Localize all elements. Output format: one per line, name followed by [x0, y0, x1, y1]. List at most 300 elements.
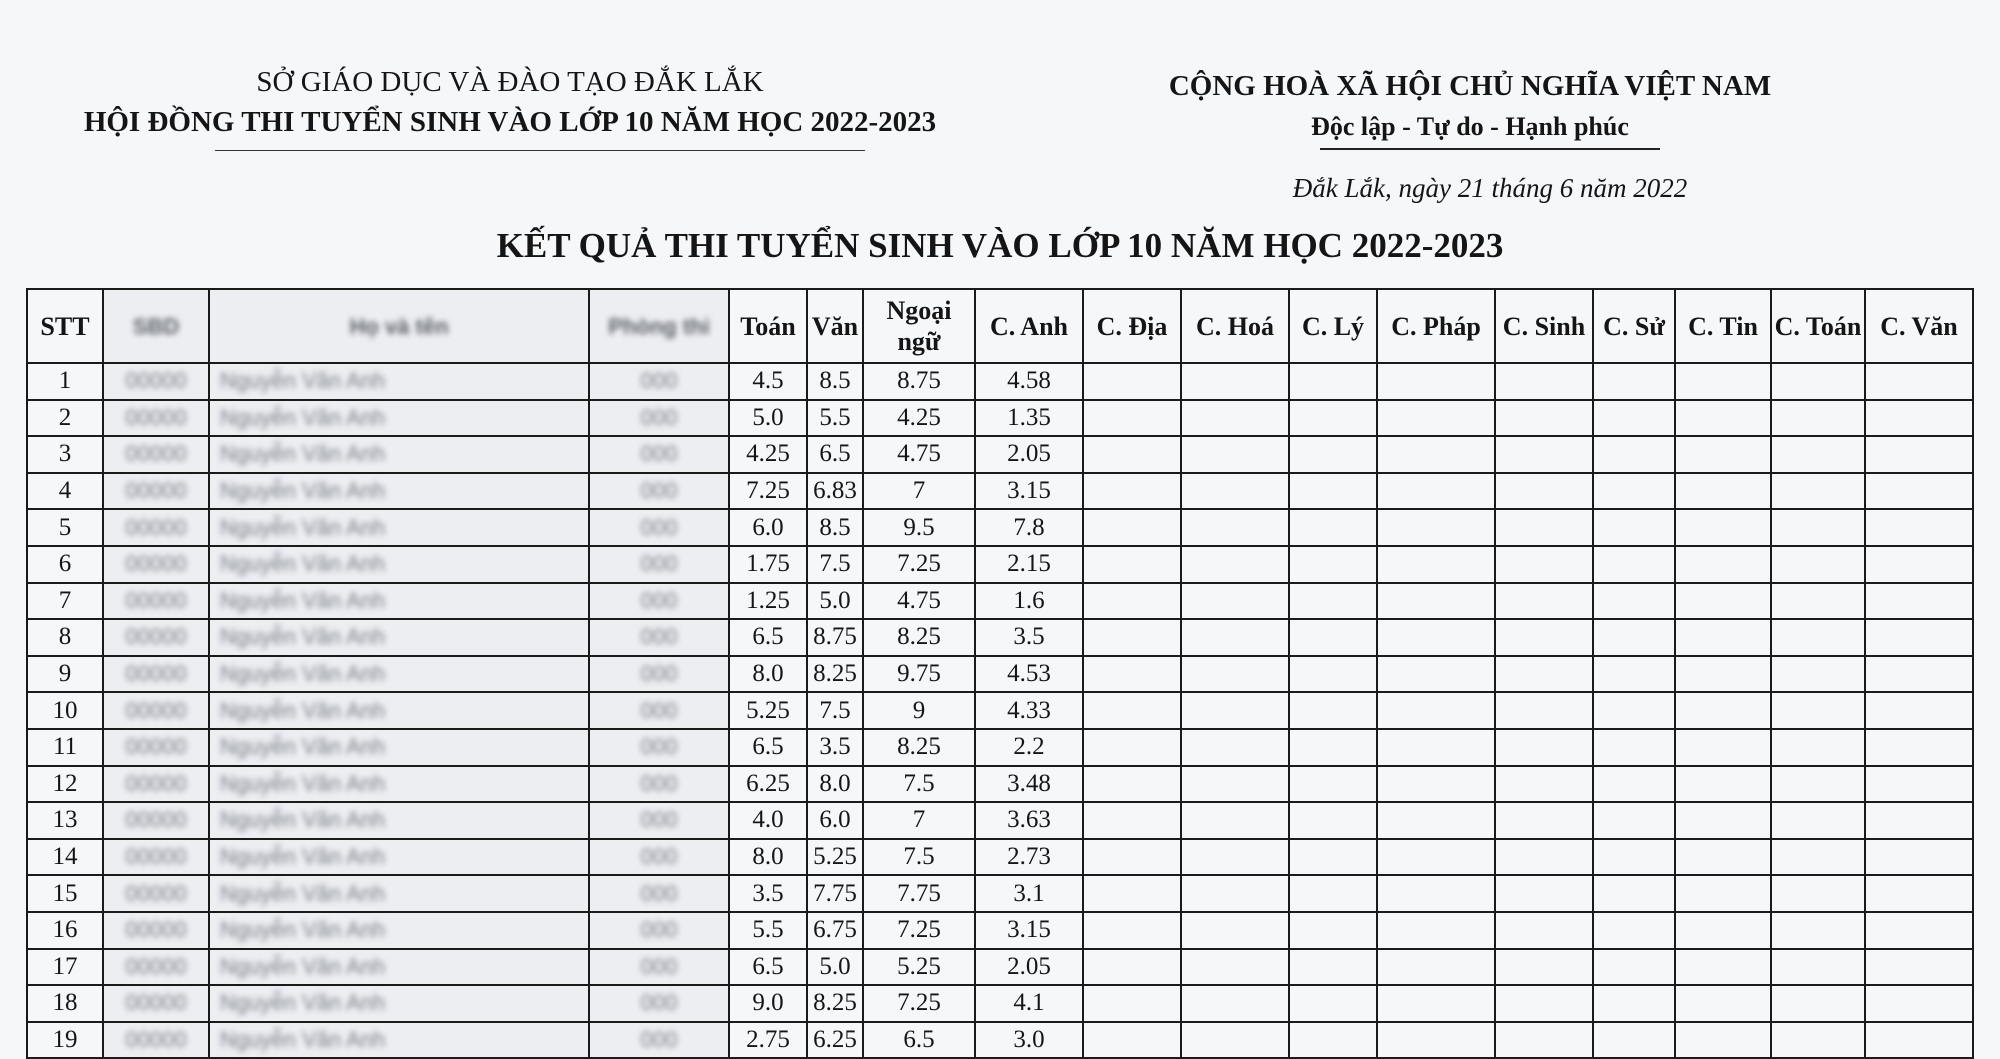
cell-name — [209, 912, 589, 949]
cell-room — [589, 473, 729, 510]
cell-ngoaingu: 7 — [863, 473, 975, 510]
redacted-sbd: 00000 — [125, 807, 187, 833]
cell-c-dia — [1083, 875, 1181, 912]
redacted-name: Nguyễn Văn Anh — [220, 514, 386, 540]
cell-ngoaingu: 4.75 — [863, 583, 975, 620]
cell-c-anh: 4.53 — [975, 656, 1083, 693]
cell-c-anh: 1.35 — [975, 400, 1083, 437]
cell-toan: 3.5 — [729, 875, 807, 912]
cell-van: 8.0 — [807, 766, 863, 803]
cell-toan: 1.75 — [729, 546, 807, 583]
cell-c-tin — [1675, 656, 1771, 693]
cell-van: 6.25 — [807, 1022, 863, 1059]
cell-name — [209, 949, 589, 986]
cell-c-sinh — [1495, 436, 1593, 473]
cell-room — [589, 400, 729, 437]
col-header-name: Họ và tên — [209, 289, 589, 363]
redacted-room: 000 — [640, 624, 678, 650]
cell-c-anh: 3.48 — [975, 766, 1083, 803]
cell-c-sinh — [1495, 656, 1593, 693]
cell-c-toan — [1771, 692, 1865, 729]
cell-sbd — [103, 1022, 209, 1059]
cell-c-van — [1865, 436, 1973, 473]
cell-sbd — [103, 766, 209, 803]
cell-c-dia — [1083, 583, 1181, 620]
redacted-name: Nguyễn Văn Anh — [220, 1026, 386, 1052]
redacted-sbd: 00000 — [125, 514, 187, 540]
cell-c-su — [1593, 656, 1675, 693]
cell-sbd — [103, 949, 209, 986]
cell-c-dia — [1083, 839, 1181, 876]
cell-c-anh: 2.15 — [975, 546, 1083, 583]
redacted-room: 000 — [640, 478, 678, 504]
cell-c-sinh — [1495, 473, 1593, 510]
cell-c-hoa — [1181, 729, 1289, 766]
cell-van: 6.75 — [807, 912, 863, 949]
cell-name — [209, 546, 589, 583]
cell-name — [209, 619, 589, 656]
redacted-sbd: 00000 — [125, 478, 187, 504]
cell-ngoaingu: 7.5 — [863, 766, 975, 803]
cell-sbd — [103, 985, 209, 1022]
cell-c-phap — [1377, 729, 1495, 766]
cell-c-ly — [1289, 473, 1377, 510]
cell-c-sinh — [1495, 692, 1593, 729]
redacted-name: Nguyễn Văn Anh — [220, 844, 386, 870]
cell-toan: 4.25 — [729, 436, 807, 473]
redacted-name: Nguyễn Văn Anh — [220, 990, 386, 1016]
cell-toan: 1.25 — [729, 583, 807, 620]
redacted-room: 000 — [640, 661, 678, 687]
cell-c-su — [1593, 546, 1675, 583]
cell-c-dia — [1083, 985, 1181, 1022]
cell-c-tin — [1675, 583, 1771, 620]
cell-c-dia — [1083, 692, 1181, 729]
cell-c-toan — [1771, 985, 1865, 1022]
cell-c-phap — [1377, 583, 1495, 620]
cell-c-tin — [1675, 729, 1771, 766]
cell-sbd — [103, 839, 209, 876]
cell-room — [589, 546, 729, 583]
cell-name — [209, 656, 589, 693]
cell-c-dia — [1083, 473, 1181, 510]
cell-stt: 19 — [27, 1022, 103, 1059]
cell-c-sinh — [1495, 949, 1593, 986]
cell-stt: 17 — [27, 949, 103, 986]
cell-toan: 2.75 — [729, 1022, 807, 1059]
cell-c-tin — [1675, 473, 1771, 510]
cell-sbd — [103, 802, 209, 839]
department-name: SỞ GIÁO DỤC VÀ ĐÀO TẠO ĐẮK LẮK — [256, 66, 764, 98]
cell-room — [589, 656, 729, 693]
table-row — [27, 509, 1973, 546]
cell-c-toan — [1771, 949, 1865, 986]
cell-stt: 2 — [27, 400, 103, 437]
redacted-sbd: 00000 — [125, 587, 187, 613]
cell-van: 6.83 — [807, 473, 863, 510]
cell-c-ly — [1289, 912, 1377, 949]
cell-c-toan — [1771, 1022, 1865, 1059]
cell-room — [589, 729, 729, 766]
cell-sbd — [103, 546, 209, 583]
cell-van: 6.0 — [807, 802, 863, 839]
cell-c-sinh — [1495, 729, 1593, 766]
table-row — [27, 1022, 1973, 1059]
cell-c-ly — [1289, 1022, 1377, 1059]
cell-c-phap — [1377, 949, 1495, 986]
redacted-room: 000 — [640, 844, 678, 870]
cell-name — [209, 363, 589, 400]
redacted-sbd: 00000 — [125, 404, 187, 430]
cell-c-phap — [1377, 656, 1495, 693]
cell-name — [209, 1022, 589, 1059]
cell-room — [589, 692, 729, 729]
cell-c-anh: 3.5 — [975, 619, 1083, 656]
cell-c-su — [1593, 400, 1675, 437]
cell-c-sinh — [1495, 766, 1593, 803]
cell-toan: 4.0 — [729, 802, 807, 839]
cell-c-ly — [1289, 729, 1377, 766]
cell-stt: 14 — [27, 839, 103, 876]
cell-c-dia — [1083, 802, 1181, 839]
redacted-sbd: 00000 — [125, 551, 187, 577]
cell-c-anh: 1.6 — [975, 583, 1083, 620]
cell-c-toan — [1771, 400, 1865, 437]
redacted-room: 000 — [640, 368, 678, 394]
cell-ngoaingu: 8.25 — [863, 619, 975, 656]
cell-c-hoa — [1181, 583, 1289, 620]
cell-name — [209, 802, 589, 839]
cell-c-toan — [1771, 912, 1865, 949]
table-row — [27, 766, 1973, 803]
cell-c-van — [1865, 473, 1973, 510]
cell-stt: 5 — [27, 509, 103, 546]
cell-c-su — [1593, 692, 1675, 729]
redacted-room: 000 — [640, 1026, 678, 1052]
cell-ngoaingu: 9.75 — [863, 656, 975, 693]
cell-c-hoa — [1181, 692, 1289, 729]
col-header-c-phap: C. Pháp — [1377, 289, 1495, 363]
cell-c-hoa — [1181, 509, 1289, 546]
cell-c-dia — [1083, 546, 1181, 583]
cell-c-su — [1593, 1022, 1675, 1059]
redacted-name: Nguyễn Văn Anh — [220, 953, 386, 979]
redacted-room: 000 — [640, 514, 678, 540]
cell-c-van — [1865, 400, 1973, 437]
cell-c-ly — [1289, 692, 1377, 729]
cell-c-phap — [1377, 912, 1495, 949]
national-motto: Độc lập - Tự do - Hạnh phúc — [1311, 112, 1629, 141]
cell-c-dia — [1083, 729, 1181, 766]
cell-name — [209, 766, 589, 803]
cell-van: 5.25 — [807, 839, 863, 876]
redacted-name: Nguyễn Văn Anh — [220, 478, 386, 504]
col-header-c-van: C. Văn — [1865, 289, 1973, 363]
cell-c-hoa — [1181, 802, 1289, 839]
cell-c-toan — [1771, 875, 1865, 912]
cell-sbd — [103, 619, 209, 656]
cell-c-su — [1593, 436, 1675, 473]
cell-van: 8.25 — [807, 656, 863, 693]
cell-c-tin — [1675, 1022, 1771, 1059]
cell-c-sinh — [1495, 363, 1593, 400]
cell-c-dia — [1083, 436, 1181, 473]
cell-c-ly — [1289, 619, 1377, 656]
redacted-name: Nguyễn Văn Anh — [220, 551, 386, 577]
table-body — [27, 363, 1973, 1058]
cell-c-hoa — [1181, 436, 1289, 473]
cell-c-ly — [1289, 875, 1377, 912]
cell-c-sinh — [1495, 546, 1593, 583]
table-row — [27, 875, 1973, 912]
results-table — [26, 288, 1974, 1059]
cell-c-anh: 2.05 — [975, 949, 1083, 986]
cell-c-ly — [1289, 363, 1377, 400]
redacted-name: Nguyễn Văn Anh — [220, 807, 386, 833]
redacted-room: 000 — [640, 587, 678, 613]
document-date: Đắk Lắk, ngày 21 tháng 6 năm 2022 — [1292, 173, 1688, 203]
cell-name — [209, 985, 589, 1022]
redacted-sbd: 00000 — [125, 368, 187, 394]
cell-name — [209, 729, 589, 766]
cell-ngoaingu: 7 — [863, 802, 975, 839]
redacted-sbd: 00000 — [125, 1026, 187, 1052]
cell-sbd — [103, 692, 209, 729]
cell-ngoaingu: 7.5 — [863, 839, 975, 876]
cell-c-dia — [1083, 912, 1181, 949]
cell-c-van — [1865, 839, 1973, 876]
cell-c-tin — [1675, 949, 1771, 986]
cell-c-hoa — [1181, 619, 1289, 656]
col-header-toan: Toán — [729, 289, 807, 363]
cell-c-toan — [1771, 619, 1865, 656]
cell-c-sinh — [1495, 912, 1593, 949]
cell-stt: 12 — [27, 766, 103, 803]
cell-c-dia — [1083, 1022, 1181, 1059]
cell-c-ly — [1289, 985, 1377, 1022]
col-header-c-ly: C. Lý — [1289, 289, 1377, 363]
cell-c-hoa — [1181, 949, 1289, 986]
cell-c-phap — [1377, 766, 1495, 803]
cell-c-su — [1593, 985, 1675, 1022]
col-header-c-sinh: C. Sinh — [1495, 289, 1593, 363]
cell-sbd — [103, 436, 209, 473]
cell-c-anh: 4.33 — [975, 692, 1083, 729]
cell-toan: 5.0 — [729, 400, 807, 437]
cell-stt: 13 — [27, 802, 103, 839]
cell-room — [589, 619, 729, 656]
table-row — [27, 729, 1973, 766]
cell-c-sinh — [1495, 985, 1593, 1022]
cell-van: 3.5 — [807, 729, 863, 766]
cell-van: 5.5 — [807, 400, 863, 437]
cell-c-van — [1865, 729, 1973, 766]
cell-c-van — [1865, 1022, 1973, 1059]
cell-name — [209, 583, 589, 620]
cell-c-tin — [1675, 436, 1771, 473]
cell-c-toan — [1771, 839, 1865, 876]
cell-ngoaingu: 9.5 — [863, 509, 975, 546]
cell-c-ly — [1289, 949, 1377, 986]
cell-ngoaingu: 4.25 — [863, 400, 975, 437]
table-row — [27, 692, 1973, 729]
cell-c-van — [1865, 875, 1973, 912]
cell-van: 7.5 — [807, 692, 863, 729]
cell-sbd — [103, 583, 209, 620]
cell-ngoaingu: 8.25 — [863, 729, 975, 766]
cell-c-hoa — [1181, 546, 1289, 583]
cell-van: 7.5 — [807, 546, 863, 583]
cell-c-toan — [1771, 473, 1865, 510]
cell-c-anh: 7.8 — [975, 509, 1083, 546]
cell-c-ly — [1289, 436, 1377, 473]
cell-stt: 15 — [27, 875, 103, 912]
cell-room — [589, 509, 729, 546]
cell-name — [209, 473, 589, 510]
cell-ngoaingu: 6.5 — [863, 1022, 975, 1059]
cell-ngoaingu: 5.25 — [863, 949, 975, 986]
cell-c-hoa — [1181, 656, 1289, 693]
table-row — [27, 436, 1973, 473]
cell-room — [589, 875, 729, 912]
redacted-room: 000 — [640, 441, 678, 467]
cell-c-sinh — [1495, 875, 1593, 912]
cell-c-anh: 3.1 — [975, 875, 1083, 912]
cell-c-anh: 4.58 — [975, 363, 1083, 400]
cell-ngoaingu: 8.75 — [863, 363, 975, 400]
cell-c-dia — [1083, 949, 1181, 986]
cell-c-toan — [1771, 436, 1865, 473]
cell-c-sinh — [1495, 400, 1593, 437]
cell-toan: 6.0 — [729, 509, 807, 546]
cell-c-anh: 4.1 — [975, 985, 1083, 1022]
cell-sbd — [103, 912, 209, 949]
cell-name — [209, 436, 589, 473]
cell-c-su — [1593, 729, 1675, 766]
cell-toan: 8.0 — [729, 656, 807, 693]
cell-c-dia — [1083, 619, 1181, 656]
cell-room — [589, 912, 729, 949]
cell-c-toan — [1771, 509, 1865, 546]
redacted-room: 000 — [640, 404, 678, 430]
redacted-name: Nguyễn Văn Anh — [220, 880, 386, 906]
col-header-c-toan: C. Toán — [1771, 289, 1865, 363]
cell-c-tin — [1675, 509, 1771, 546]
col-header-c-su: C. Sử — [1593, 289, 1675, 363]
cell-ngoaingu: 7.25 — [863, 985, 975, 1022]
redacted-room: 000 — [640, 807, 678, 833]
cell-c-van — [1865, 656, 1973, 693]
cell-ngoaingu: 7.25 — [863, 912, 975, 949]
cell-c-sinh — [1495, 1022, 1593, 1059]
cell-c-ly — [1289, 400, 1377, 437]
cell-c-van — [1865, 509, 1973, 546]
cell-c-toan — [1771, 729, 1865, 766]
redacted-room: 000 — [640, 697, 678, 723]
cell-stt: 6 — [27, 546, 103, 583]
cell-c-su — [1593, 363, 1675, 400]
cell-room — [589, 436, 729, 473]
table-row — [27, 656, 1973, 693]
col-header-c-hoa: C. Hoá — [1181, 289, 1289, 363]
cell-c-hoa — [1181, 400, 1289, 437]
cell-c-phap — [1377, 363, 1495, 400]
redacted-room: 000 — [640, 917, 678, 943]
table-row — [27, 985, 1973, 1022]
redacted-name: Nguyễn Văn Anh — [220, 917, 386, 943]
cell-c-van — [1865, 802, 1973, 839]
cell-room — [589, 949, 729, 986]
redacted-sbd: 00000 — [125, 624, 187, 650]
cell-van: 8.75 — [807, 619, 863, 656]
cell-c-hoa — [1181, 875, 1289, 912]
cell-toan: 4.5 — [729, 363, 807, 400]
cell-toan: 7.25 — [729, 473, 807, 510]
cell-c-tin — [1675, 766, 1771, 803]
redacted-sbd: 00000 — [125, 661, 187, 687]
col-header-van: Văn — [807, 289, 863, 363]
cell-c-ly — [1289, 583, 1377, 620]
cell-c-tin — [1675, 363, 1771, 400]
redacted-sbd: 00000 — [125, 734, 187, 760]
cell-van: 8.5 — [807, 363, 863, 400]
cell-van: 8.25 — [807, 985, 863, 1022]
cell-c-su — [1593, 619, 1675, 656]
cell-c-toan — [1771, 766, 1865, 803]
cell-c-tin — [1675, 619, 1771, 656]
document-title: KẾT QUẢ THI TUYỂN SINH VÀO LỚP 10 NĂM HỌC 2022-2023 — [496, 226, 1504, 265]
cell-c-anh: 2.73 — [975, 839, 1083, 876]
cell-c-su — [1593, 583, 1675, 620]
table-row — [27, 839, 1973, 876]
cell-name — [209, 839, 589, 876]
cell-stt: 11 — [27, 729, 103, 766]
cell-c-phap — [1377, 692, 1495, 729]
cell-stt: 1 — [27, 363, 103, 400]
cell-c-su — [1593, 949, 1675, 986]
cell-c-toan — [1771, 546, 1865, 583]
cell-toan: 6.25 — [729, 766, 807, 803]
col-header-sbd: SBD — [103, 289, 209, 363]
cell-toan: 6.5 — [729, 619, 807, 656]
cell-c-hoa — [1181, 766, 1289, 803]
cell-c-dia — [1083, 656, 1181, 693]
cell-room — [589, 583, 729, 620]
table-row — [27, 400, 1973, 437]
redacted-room: 000 — [640, 551, 678, 577]
table-row — [27, 473, 1973, 510]
redacted-room: 000 — [640, 990, 678, 1016]
cell-toan: 6.5 — [729, 729, 807, 766]
cell-c-dia — [1083, 363, 1181, 400]
cell-name — [209, 400, 589, 437]
cell-c-phap — [1377, 985, 1495, 1022]
redacted-sbd: 00000 — [125, 953, 187, 979]
cell-toan: 5.25 — [729, 692, 807, 729]
cell-room — [589, 1022, 729, 1059]
col-header-room: Phòng thi — [589, 289, 729, 363]
cell-stt: 10 — [27, 692, 103, 729]
cell-c-phap — [1377, 436, 1495, 473]
cell-c-toan — [1771, 802, 1865, 839]
redacted-room: 000 — [640, 880, 678, 906]
table-row — [27, 802, 1973, 839]
cell-name — [209, 875, 589, 912]
cell-c-anh: 2.2 — [975, 729, 1083, 766]
col-header-ngoaingu: Ngoại ngữ — [863, 289, 975, 363]
cell-c-van — [1865, 363, 1973, 400]
cell-c-toan — [1771, 363, 1865, 400]
